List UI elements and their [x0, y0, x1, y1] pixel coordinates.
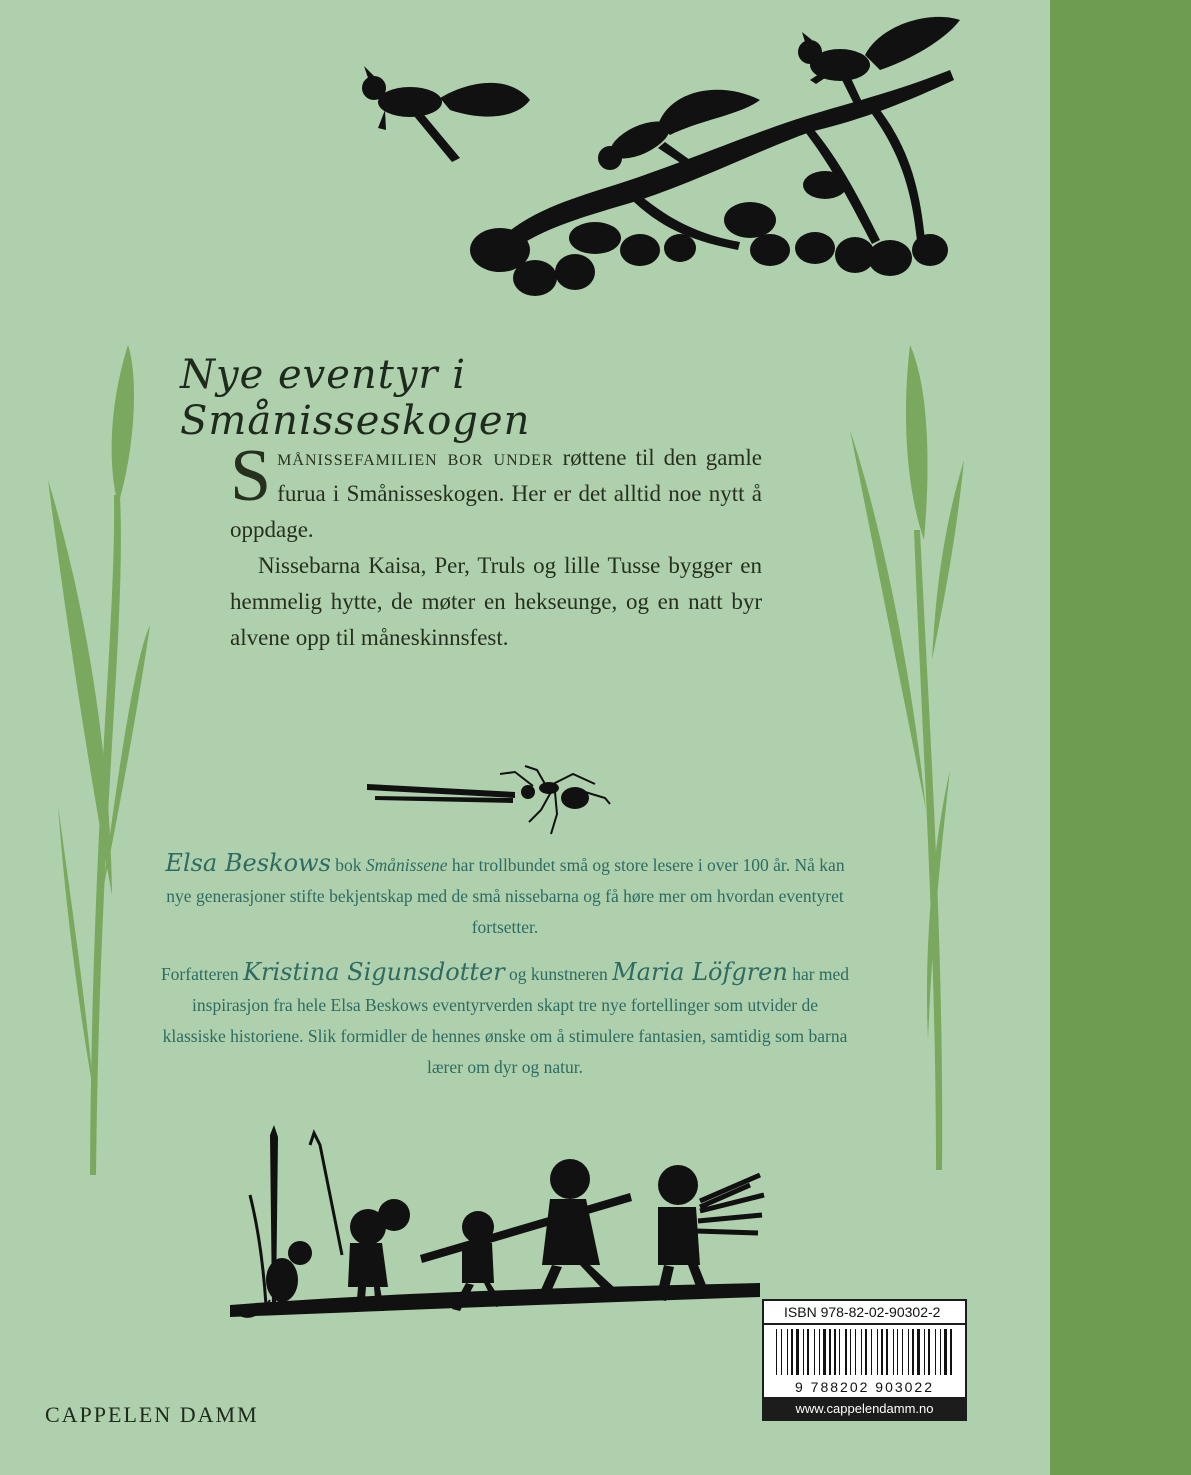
- barcode-block: [762, 1299, 967, 1421]
- barcode-stripe: [865, 1329, 867, 1375]
- about-paragraph-2: [160, 957, 850, 1083]
- blurb-p1-rest: røttene til den gamle furua i Smånisseskogen. Her er det alltid noe nytt å oppdage.: [230, 445, 762, 542]
- barcode-stripe: [839, 1329, 840, 1375]
- barcode-stripe: [877, 1329, 878, 1375]
- barcode-stripe: [845, 1329, 847, 1375]
- blurb-paragraph-1: [230, 435, 762, 548]
- artist-name: Maria Löfgren: [612, 958, 788, 986]
- barcode-stripe: [897, 1329, 898, 1375]
- ant-illustration: [365, 762, 615, 837]
- about-paragraph-1: [160, 848, 850, 943]
- blurb-lead-smallcaps: månissefamilien bor under: [277, 445, 554, 470]
- barcode-stripe: [917, 1329, 920, 1375]
- spine-stripe: [1050, 0, 1191, 1475]
- barcode-stripe: [886, 1329, 888, 1375]
- barcode-stripe: [908, 1329, 909, 1375]
- barcode-stripe: [912, 1329, 914, 1375]
- barcode-stripe: [776, 1329, 777, 1375]
- barcode-stripe: [861, 1329, 862, 1375]
- author-name: Elsa Beskows: [165, 849, 331, 877]
- barcode-stripe: [791, 1329, 793, 1375]
- barcode-stripe: [893, 1329, 894, 1375]
- barcode-stripe: [807, 1329, 809, 1375]
- squirrels-pine-illustration: [340, 10, 980, 310]
- isbn-label: ISBN 978-82-02-90302-2: [764, 1301, 965, 1323]
- barcode-stripes: [764, 1325, 965, 1379]
- publisher-url: www.cappelendamm.no: [795, 1401, 934, 1416]
- left-grass-illustration: [40, 335, 160, 1185]
- barcode-stripe: [944, 1329, 947, 1375]
- publisher-logo: CAPPELEN DAMM: [45, 1402, 259, 1427]
- blurb-paragraph-2: Nissebarna Kaisa, Per, Truls og lille Tusse bygger en hemmelig hytte, de møter en hekseunge, og en natt byr alvene opp til måneskinnsfest.: [230, 553, 762, 650]
- barcode-stripe: [787, 1329, 788, 1375]
- about-p2-text-c: har med inspirasjon fra hele Elsa Beskows eventyrverden skapt tre nye fortellinger som utvider de klassiske historiene. Slik formidler de hennes ønske om å stimulere fantasien, samtidig som barna lærer om dyr og natur.: [162, 964, 850, 1077]
- barcode-stripe: [829, 1329, 831, 1375]
- barcode-stripe: [902, 1329, 903, 1375]
- barcode-stripe: [881, 1329, 883, 1375]
- barcode-stripe: [855, 1329, 856, 1375]
- barcode-stripe: [796, 1329, 799, 1375]
- barcode-stripe: [834, 1329, 836, 1375]
- book-title: Nye eventyr i Smånisseskogen: [180, 352, 531, 444]
- barcode-stripe: [924, 1329, 925, 1375]
- barcode-stripe: [850, 1329, 851, 1375]
- drop-cap: S: [230, 435, 272, 517]
- barcode-digits: 9 788202 903022: [795, 1379, 934, 1395]
- barcode-stripe: [871, 1329, 872, 1375]
- blurb-text: [230, 435, 762, 656]
- barcode-stripe: [935, 1329, 936, 1375]
- about-p2-text-b: og kunstneren: [504, 964, 613, 984]
- barcode-stripe: [950, 1329, 952, 1375]
- barcode-stripe: [814, 1329, 815, 1375]
- children-silhouette-illustration: [230, 1115, 790, 1325]
- barcode-stripe: [803, 1329, 804, 1375]
- right-grass-illustration: [840, 340, 970, 1175]
- barcode-bars: [764, 1325, 965, 1397]
- about-p1-text-a: bok: [330, 855, 366, 875]
- about-text: [160, 848, 850, 1097]
- barcode-stripe: [940, 1329, 941, 1375]
- about-p2-text-a: Forfatteren: [160, 964, 244, 984]
- barcode-stripe: [928, 1329, 930, 1375]
- book-reference: Smånissene: [365, 855, 448, 875]
- barcode-stripe: [823, 1329, 826, 1375]
- about-p1-text-b: har trollbundet små og store lesere i over 100 år. Nå kan nye generasjoner stifte bekjentskap med de små nissebarna og få høre mer om hvordan eventyret fortsetter.: [166, 855, 845, 937]
- writer-name: Kristina Sigunsdotter: [243, 958, 505, 986]
- barcode-stripe: [781, 1329, 782, 1375]
- barcode-stripe: [819, 1329, 820, 1375]
